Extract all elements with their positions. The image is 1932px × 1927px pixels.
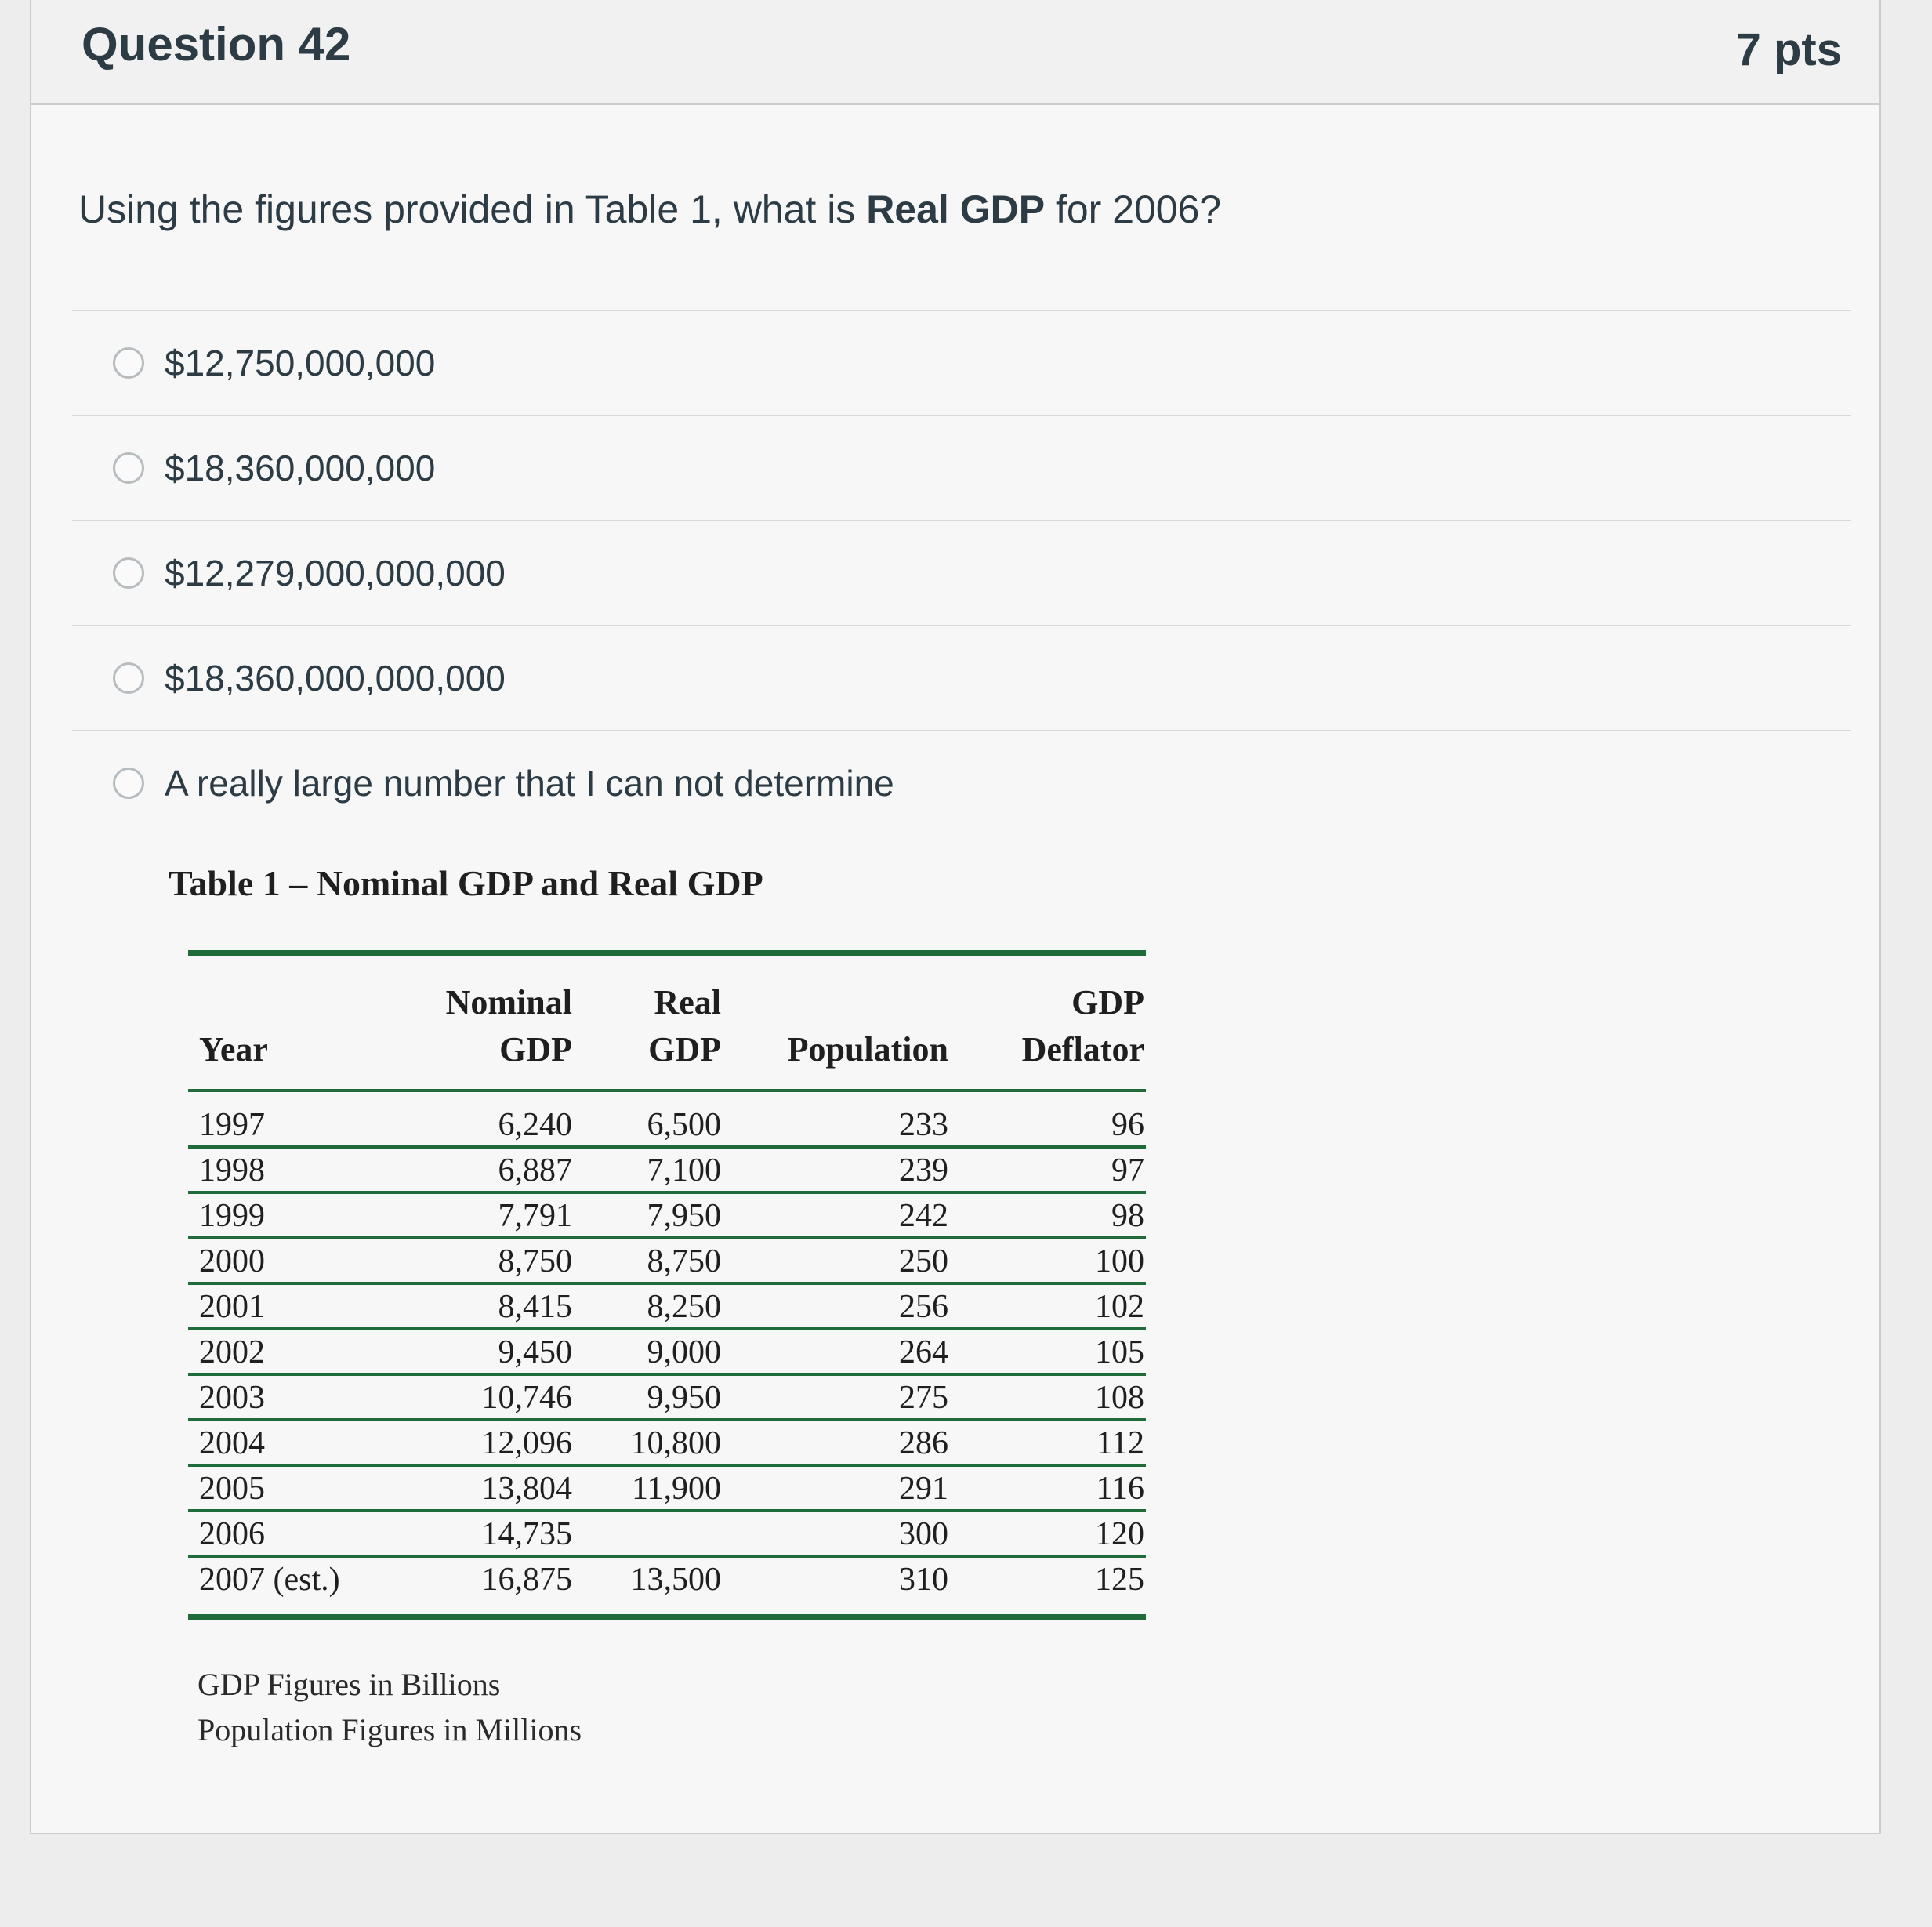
radio-button-icon[interactable]: [113, 452, 144, 484]
table-row: [188, 1239, 1146, 1285]
cell-population: 256: [899, 1289, 948, 1325]
answer-option-5[interactable]: [72, 730, 1851, 835]
header-nominal-gdp: [415, 979, 572, 1073]
cell-population: 239: [899, 1152, 948, 1188]
table-note-gdp-units: GDP Figures in Billions: [198, 1667, 501, 1702]
header-deflator-line2: Deflator: [1021, 1030, 1144, 1069]
cell-real-gdp: 9,000: [647, 1334, 721, 1370]
cell-nominal-gdp: 12,096: [481, 1425, 572, 1461]
cell-nominal-gdp: 7,791: [498, 1198, 572, 1234]
cell-year: 2007 (est.): [199, 1562, 340, 1598]
table-note-population-units: Population Figures in Millions: [198, 1712, 582, 1747]
cell-population: 233: [899, 1107, 948, 1143]
cell-year: 1998: [199, 1152, 265, 1188]
cell-gdp-deflator: 108: [1095, 1380, 1144, 1416]
question-points: 7 pts: [1735, 24, 1842, 75]
cell-population: 275: [899, 1380, 948, 1416]
cell-nominal-gdp: 6,240: [498, 1107, 572, 1143]
answer-option-3[interactable]: [72, 520, 1851, 625]
answer-label: $12,279,000,000,000: [165, 553, 506, 593]
table-caption: Table 1 – Nominal GDP and Real GDP: [169, 863, 763, 903]
radio-button-icon[interactable]: [113, 662, 144, 694]
table-row: [188, 1149, 1146, 1194]
cell-nominal-gdp: 16,875: [481, 1562, 572, 1598]
answer-label: $18,360,000,000: [165, 448, 436, 488]
radio-button-icon[interactable]: [113, 347, 144, 379]
header-deflator-line1: GDP: [1071, 983, 1144, 1022]
cell-nominal-gdp: 10,746: [481, 1380, 572, 1416]
cell-year: 2004: [199, 1425, 265, 1461]
cell-gdp-deflator: 102: [1095, 1289, 1144, 1325]
radio-button-icon[interactable]: [113, 557, 144, 589]
cell-real-gdp: 6,500: [647, 1107, 721, 1143]
cell-gdp-deflator: 120: [1095, 1516, 1144, 1552]
header-real-line1: Real: [654, 983, 721, 1022]
table-row: [188, 1376, 1146, 1421]
cell-year: 2006: [199, 1516, 265, 1552]
cell-gdp-deflator: 116: [1096, 1471, 1144, 1507]
answer-option-4[interactable]: [72, 625, 1851, 730]
question-text-bold: Real GDP: [866, 187, 1046, 231]
cell-year: 2005: [199, 1471, 265, 1507]
header-gdp-deflator: [972, 979, 1144, 1073]
table-row: [188, 1421, 1146, 1467]
cell-gdp-deflator: 105: [1095, 1334, 1144, 1370]
cell-real-gdp: 13,500: [630, 1562, 721, 1598]
cell-year: 1999: [199, 1198, 265, 1234]
question-text: [78, 187, 1221, 232]
table-row: [188, 1194, 1146, 1239]
answer-option-1[interactable]: [72, 310, 1851, 415]
header-real-gdp: [588, 979, 721, 1073]
answer-list: [72, 310, 1851, 835]
cell-nominal-gdp: 13,804: [481, 1471, 572, 1507]
cell-population: 300: [899, 1516, 948, 1552]
radio-button-icon[interactable]: [113, 768, 144, 799]
cell-real-gdp: 7,950: [647, 1198, 721, 1234]
cell-gdp-deflator: 96: [1111, 1107, 1144, 1143]
cell-nominal-gdp: 8,415: [498, 1289, 572, 1325]
cell-year: 2002: [199, 1334, 265, 1370]
cell-year: 2001: [199, 1289, 265, 1325]
cell-population: 310: [899, 1562, 948, 1598]
header-nominal-line2: GDP: [499, 1030, 572, 1069]
table-body: [188, 1092, 1146, 1614]
quiz-question-card: [30, 0, 1881, 1834]
table-row: [188, 1103, 1146, 1149]
cell-year: 1997: [199, 1107, 265, 1143]
cell-gdp-deflator: 98: [1111, 1198, 1144, 1234]
cell-gdp-deflator: 125: [1095, 1562, 1144, 1598]
cell-gdp-deflator: 100: [1095, 1243, 1144, 1279]
header-year: Year: [199, 1030, 268, 1069]
cell-nominal-gdp: 8,750: [498, 1243, 572, 1279]
gdp-table: [188, 950, 1146, 1620]
cell-year: 2003: [199, 1380, 265, 1416]
table-row: [188, 1512, 1146, 1558]
answer-label: $18,360,000,000,000: [165, 658, 506, 699]
cell-nominal-gdp: 6,887: [498, 1152, 572, 1188]
cell-population: 291: [899, 1471, 948, 1507]
table-row: [188, 1330, 1146, 1376]
question-text-prefix: Using the figures provided in Table 1, what is: [78, 187, 867, 231]
table-header: [188, 956, 1146, 1092]
header-real-line2: GDP: [648, 1030, 721, 1069]
table-row: [188, 1467, 1146, 1512]
cell-real-gdp: 10,800: [630, 1425, 721, 1461]
cell-real-gdp: 8,250: [647, 1289, 721, 1325]
cell-nominal-gdp: 9,450: [498, 1334, 572, 1370]
cell-real-gdp: 9,950: [647, 1380, 721, 1416]
cell-gdp-deflator: 97: [1111, 1152, 1144, 1188]
header-nominal-line1: Nominal: [445, 983, 572, 1022]
question-text-suffix: for 2006?: [1045, 187, 1222, 231]
cell-population: 286: [899, 1425, 948, 1461]
question-header: [31, 0, 1879, 105]
answer-option-2[interactable]: [72, 415, 1851, 520]
cell-nominal-gdp: 14,735: [481, 1516, 572, 1552]
header-population: Population: [787, 1030, 948, 1069]
cell-population: 264: [899, 1334, 948, 1370]
cell-population: 250: [899, 1243, 948, 1279]
question-title: Question 42: [82, 18, 351, 71]
answer-label: A really large number that I can not determine: [165, 763, 894, 804]
cell-real-gdp: 8,750: [647, 1243, 721, 1279]
table-notes: [198, 1662, 582, 1753]
cell-real-gdp: 7,100: [647, 1152, 721, 1188]
cell-year: 2000: [199, 1243, 265, 1279]
table-row: [188, 1558, 1146, 1603]
answer-label: $12,750,000,000: [165, 343, 436, 383]
cell-gdp-deflator: 112: [1096, 1425, 1144, 1461]
cell-real-gdp: 11,900: [632, 1471, 721, 1507]
cell-population: 242: [899, 1198, 948, 1234]
table-row: [188, 1285, 1146, 1330]
